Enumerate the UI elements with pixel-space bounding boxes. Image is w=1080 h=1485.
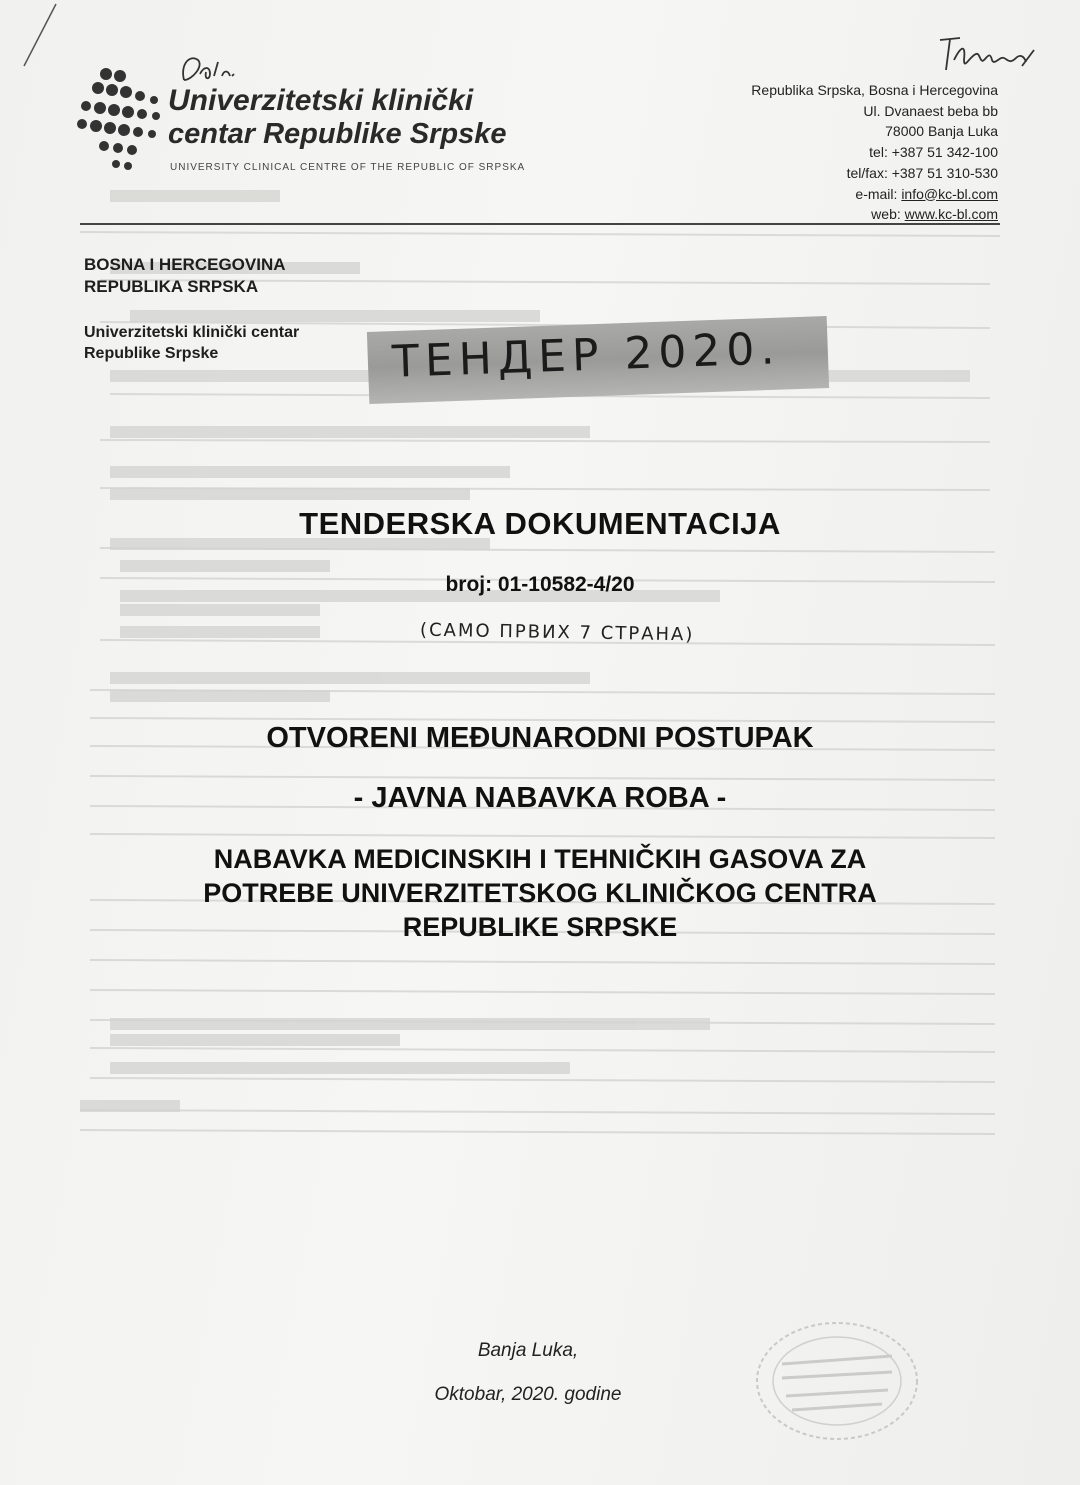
header-divider <box>80 223 1000 225</box>
contact-street: Ul. Dvanaest beba bb <box>863 102 998 119</box>
contact-email[interactable]: info@kc-bl.com <box>901 185 998 202</box>
contact-region: Republika Srpska, Bosna i Hercegovina <box>751 82 998 98</box>
contact-web-row <box>751 204 998 225</box>
subject-line3: REPUBLIKE SRPSKE <box>402 912 678 942</box>
contact-web-label: web: <box>871 206 905 223</box>
issuer-country-block <box>84 254 286 298</box>
contact-email-row <box>751 184 998 205</box>
contact-city: 78000 Banja Luka <box>885 123 998 140</box>
pen-mark <box>20 0 60 70</box>
issuer-institution-line1: Univerzitetski klinički centar <box>84 324 300 341</box>
subject-line2: POTREBE UNIVERZITETSKOG KLINIČKOG CENTRA <box>203 878 877 908</box>
logo-subtitle: UNIVERSITY CLINICAL CENTRE OF THE REPUBLIC OF SRPSKA <box>170 162 526 173</box>
handwritten-tender-label: ТЕНДЕР 2020. <box>391 323 782 388</box>
footer-place: Banja Luka, <box>477 1340 579 1361</box>
contact-web[interactable]: www.kc-bl.com <box>904 206 998 223</box>
procedure-type: OTVORENI MEĐUNARODNI POSTUPAK <box>266 722 814 754</box>
issuer-entity: REPUBLIKA SRPSKA <box>84 277 259 296</box>
institution-logo <box>76 60 536 190</box>
subject-line1: NABAVKA MEDICINSKIH I TEHNIČKIH GASOVA ZA <box>213 844 867 874</box>
issuer-country: BOSNA I HERCEGOVINA <box>84 255 286 274</box>
logo-name-line2: centar Republike Srpske <box>168 118 507 150</box>
logo-dots-icon <box>76 66 162 176</box>
contact-fax: tel/fax: +387 51 310-530 <box>846 164 998 181</box>
procurement-subject <box>0 842 1080 944</box>
issuer-institution-line2: Republike Srpske <box>84 345 219 362</box>
handwritten-note: (САМО ПРВИХ 7 СТРАНА) <box>419 619 695 646</box>
handwritten-initials <box>170 50 260 90</box>
procurement-type: - JAVNA NABAVKA ROBA - <box>353 782 727 814</box>
issuer-institution-block <box>84 322 299 364</box>
footer-date: Oktobar, 2020. godine <box>434 1384 622 1405</box>
logo-name-line1: Univerzitetski klinički <box>168 84 474 117</box>
faded-stamp <box>752 1316 922 1446</box>
document-title: TENDERSKA DOKUMENTACIJA <box>299 506 781 541</box>
contact-info <box>751 80 998 225</box>
document-number: broj: 01-10582-4/20 <box>445 573 635 596</box>
contact-email-label: e-mail: <box>855 185 902 202</box>
contact-phone: tel: +387 51 342-100 <box>869 144 998 161</box>
